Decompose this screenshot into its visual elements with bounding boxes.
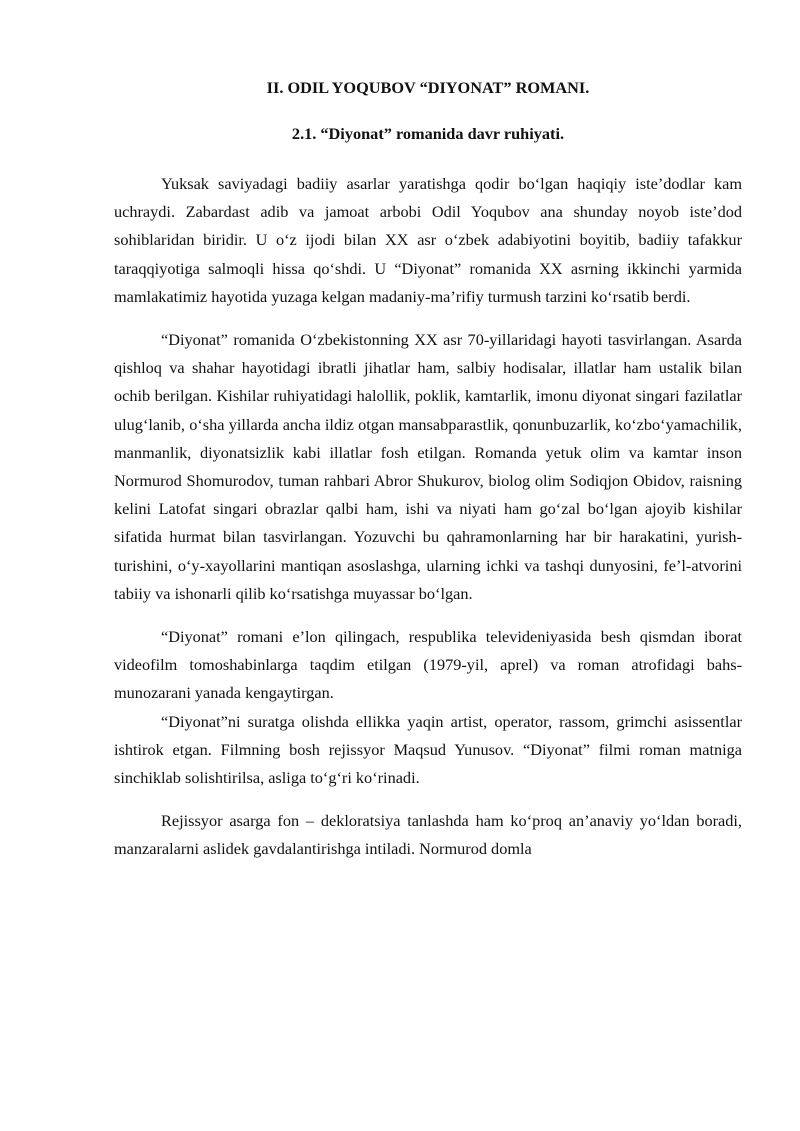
- section-title: 2.1. “Diyonat” romanida davr ruhiyati.: [291, 124, 565, 143]
- chapter-title: II. ODIL YOQUBOV “DIYONAT” ROMANI.: [266, 78, 590, 97]
- paragraph-film-crew: “Diyonat”ni suratga olishda ellikka yaqin artist, operator, rassom, grimchi asissentlar ishtirok etgan. Filmning bosh rejissyor Maqsud Yunusov. “Diyonat” filmi roman matniga sinchiklab solishtirilsa, asliga to‘g‘ri ko‘rinadi.: [114, 711, 742, 788]
- paragraph-director: Rejissyor asarga fon – dekloratsiya tanlashda ham ko‘proq an’anaviy yo‘ldan boradi, manzaralarni aslidek gavdalantirishga intiladi. Normurod domla: [114, 811, 742, 859]
- paragraph-intro: Yuksak saviyadagi badiiy asarlar yaratishga qodir bo‘lgan haqiqiy iste’dodlar kam uchraydi. Zabardast adib va jamoat arbobi Odil Yoqubov ana shunday noyob iste’dod sohiblaridan biridir. U o‘z ijodi bilan XX asr o‘zbek adabiyotini boyitib, badiiy tafakkur taraqqiyotiga salmoqli hissa qo‘shdi. U “Diyonat” romanida XX asrning ikkinchi yarmida mamlakatimiz hayotida yuzaga kelgan madaniy-ma’rifiy turmush tarzini ko‘rsatib berdi.: [114, 174, 742, 306]
- document-page: [114, 74, 742, 864]
- paragraph-tv-film: “Diyonat” romani e’lon qilingach, respublika televideniyasida besh qismdan iborat videofilm tomoshabinlarga taqdim etilgan (1979-yil, aprel) va roman atrofidagi bahs-munozarani yanada kengaytirgan.: [114, 627, 742, 703]
- paragraph-novel-overview: “Diyonat” romanida O‘zbekistonning XX asr 70-yillaridagi hayoti tasvirlangan. Asarda qishloq va shahar hayotidagi ibratli jihatlar ham, salbiy hodisalar, illatlar ham ustalik bilan ochib berilgan. Kishilar ruhiyatidagi halollik, poklik, kamtarlik, imonu diyonat singari fazilatlar ulug‘lanib, o‘sha yillarda ancha ildiz otgan mansabparastlik, qonunbuzarlik, ko‘zbo‘yamachilik, manmanlik, diyonatsizlik kabi illatlar fosh etilgan. Romanda yetuk olim va kamtar inson Normurod Shomurodov, tuman rahbari Abror Shukurov, biolog olim Sodiqjon Obidov, raisning kelini Latofat singari obrazlar qalbi ham, ishi va niyati ham go‘zal bo‘lgan ajoyib kishilar sifatida hurmat bilan tasvirlangan. Yozuvchi bu qahramonlarning har bir harakatini, yurish-turishini, o‘y-xayollarini mantiqan asoslashga, ularning ichki va tashqi dunyosini, fe’l-atvorini tabiiy va ishonarli qilib ko‘rsatishga muyassar bo‘lgan.: [114, 330, 742, 603]
